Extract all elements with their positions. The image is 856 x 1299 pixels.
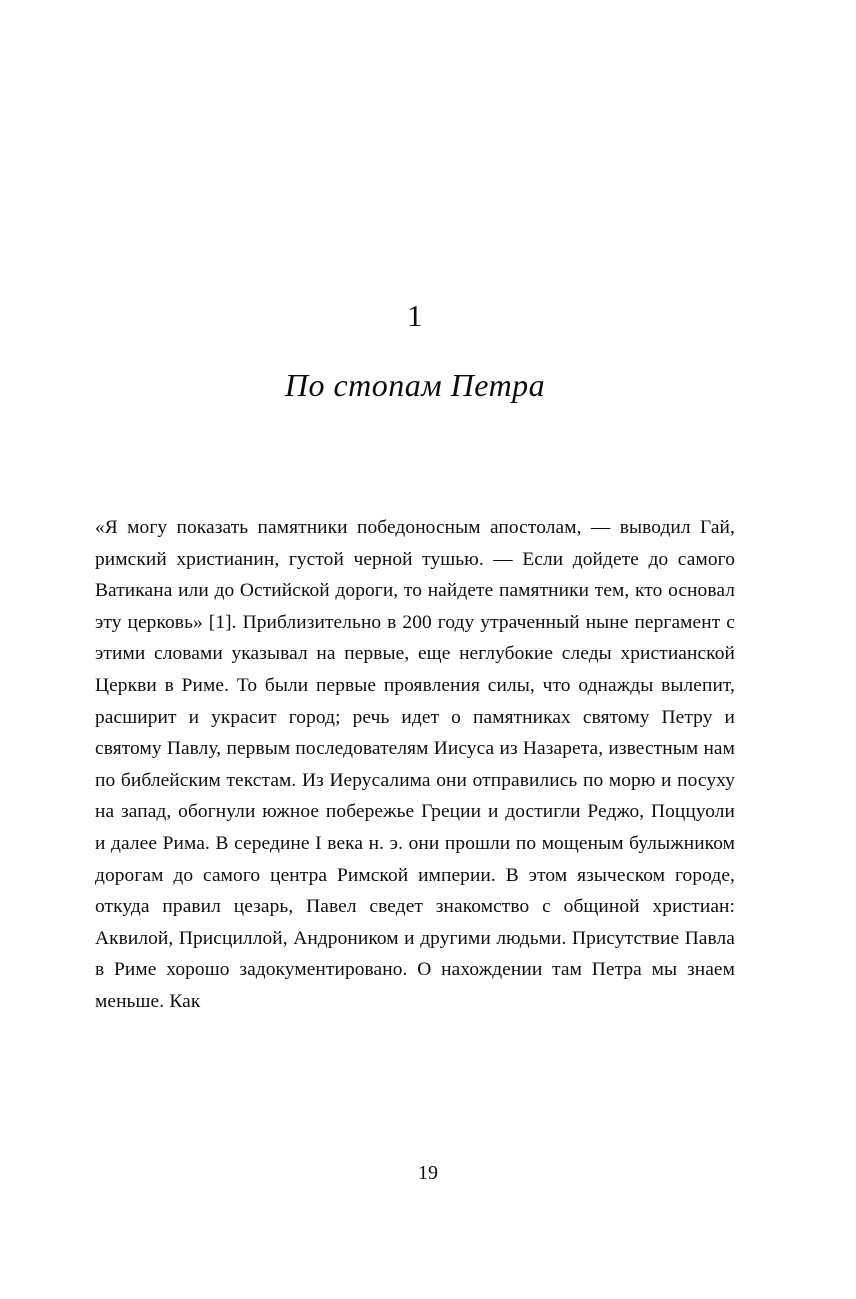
body-paragraph: «Я могу показать памятники победоносным апостолам, — выводил Гай, римский христианин, густой черной тушью. — Если дойдете до самого Ватикана или до Остийской дороги, то найдете памятники тем, кто основал эту церковь» [1]. Приблизительно в 200 году утраченный ныне пергамент с этими словами указывал на первые, еще неглубокие следы христианской Церкви в Риме. То были первые проявления силы, что однажды вылепит, расширит и украсит город; речь идет о памятниках святому Петру и святому Павлу, первым последователям Иисуса из Назарета, известным нам по библейским текстам. Из Иерусалима они отправились по морю и посуху на запад, обогнули южное побережье Греции и достигли Реджо, Поццуоли и далее Рима. В середине I века н. э. они прошли по мощеным булыжником дорогам до самого центра Римской империи. В этом языческом городе, откуда правил цезарь, Павел сведет знакомство с общиной христиан: Аквилой, Присциллой, Андроником и другими людьми. Присутствие Павла в Риме хорошо задокументировано. О нахождении там Петра мы знаем меньше. Как [95,517,735,1012]
chapter-title: По стопам Петра [284,367,546,403]
body-text [95,512,735,1018]
page-content [95,0,735,1018]
page-number: 19 [418,1162,438,1184]
chapter-number: 1 [407,298,423,333]
